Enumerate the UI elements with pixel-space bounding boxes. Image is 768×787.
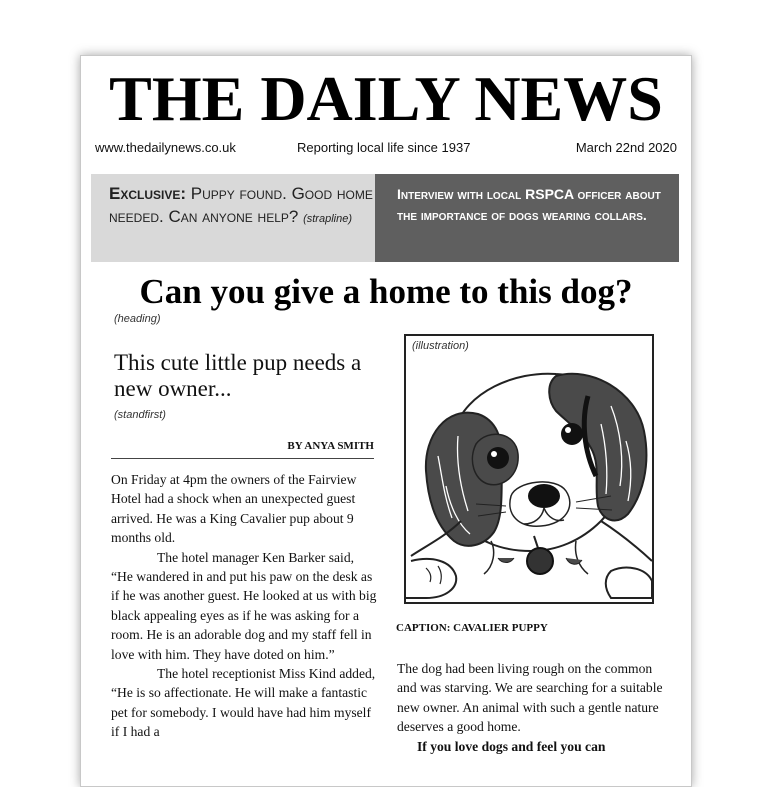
tagline: Reporting local life since 1937 bbox=[297, 140, 471, 155]
standfirst: This cute little pup needs a new owner... bbox=[114, 350, 362, 401]
paragraph-bold: If you love dogs and feel you can bbox=[417, 738, 606, 754]
strapline-box bbox=[91, 174, 375, 262]
strapline-lead: Exclusive: bbox=[109, 184, 187, 203]
promo-text: Interview with local RSPCA officer about the importance of dogs wearing collars. bbox=[397, 186, 661, 223]
article-body-left bbox=[111, 470, 379, 742]
standfirst-label: (standfirst) bbox=[114, 409, 166, 421]
illustration-caption: CAPTION: CAVALIER PUPPY bbox=[396, 622, 548, 634]
byline: BY ANYA SMITH bbox=[111, 440, 374, 459]
paragraph: The dog had been living rough on the common and was starving. We are searching for a suitable new owner. An animal with such a gentle nature deserves a good home. bbox=[397, 661, 663, 735]
article-heading: Can you give a home to this dog? bbox=[139, 272, 633, 311]
heading-label: (heading) bbox=[114, 313, 161, 325]
info-line bbox=[95, 140, 677, 158]
masthead-title: THE DAILY NEWS bbox=[109, 63, 663, 134]
strapline-text: Puppy found. Good home needed. Can anyone help? bbox=[109, 184, 373, 226]
newspaper-page bbox=[80, 55, 692, 787]
cavalier-puppy-illustration bbox=[406, 336, 652, 602]
website-link[interactable]: www.thedailynews.co.uk bbox=[95, 140, 236, 155]
article-body-right bbox=[397, 659, 667, 756]
promo-box bbox=[375, 174, 679, 262]
paragraph: The hotel receptionist Miss Kind added, “He is so affectionate. He will make a fantastic pet for somebody. I would have had him myself if I had a bbox=[111, 666, 376, 740]
strapline-label: (strapline) bbox=[303, 213, 352, 225]
illustration-frame bbox=[404, 334, 654, 604]
issue-date: March 22nd 2020 bbox=[575, 140, 677, 155]
paragraph: The hotel manager Ken Barker said, “He wandered in and put his paw on the desk as if he was another guest. He looked at us with big black appealing eyes as if he was asking for a room. He is an adorable dog and my staff fell in love with him. They have doted on him.” bbox=[111, 549, 377, 662]
illustration-label: (illustration) bbox=[412, 340, 469, 352]
paragraph: On Friday at 4pm the owners of the Fairview Hotel had a shock when an unexpected guest arrived. He was a King Cavalier pup about 9 months old. bbox=[111, 472, 357, 546]
